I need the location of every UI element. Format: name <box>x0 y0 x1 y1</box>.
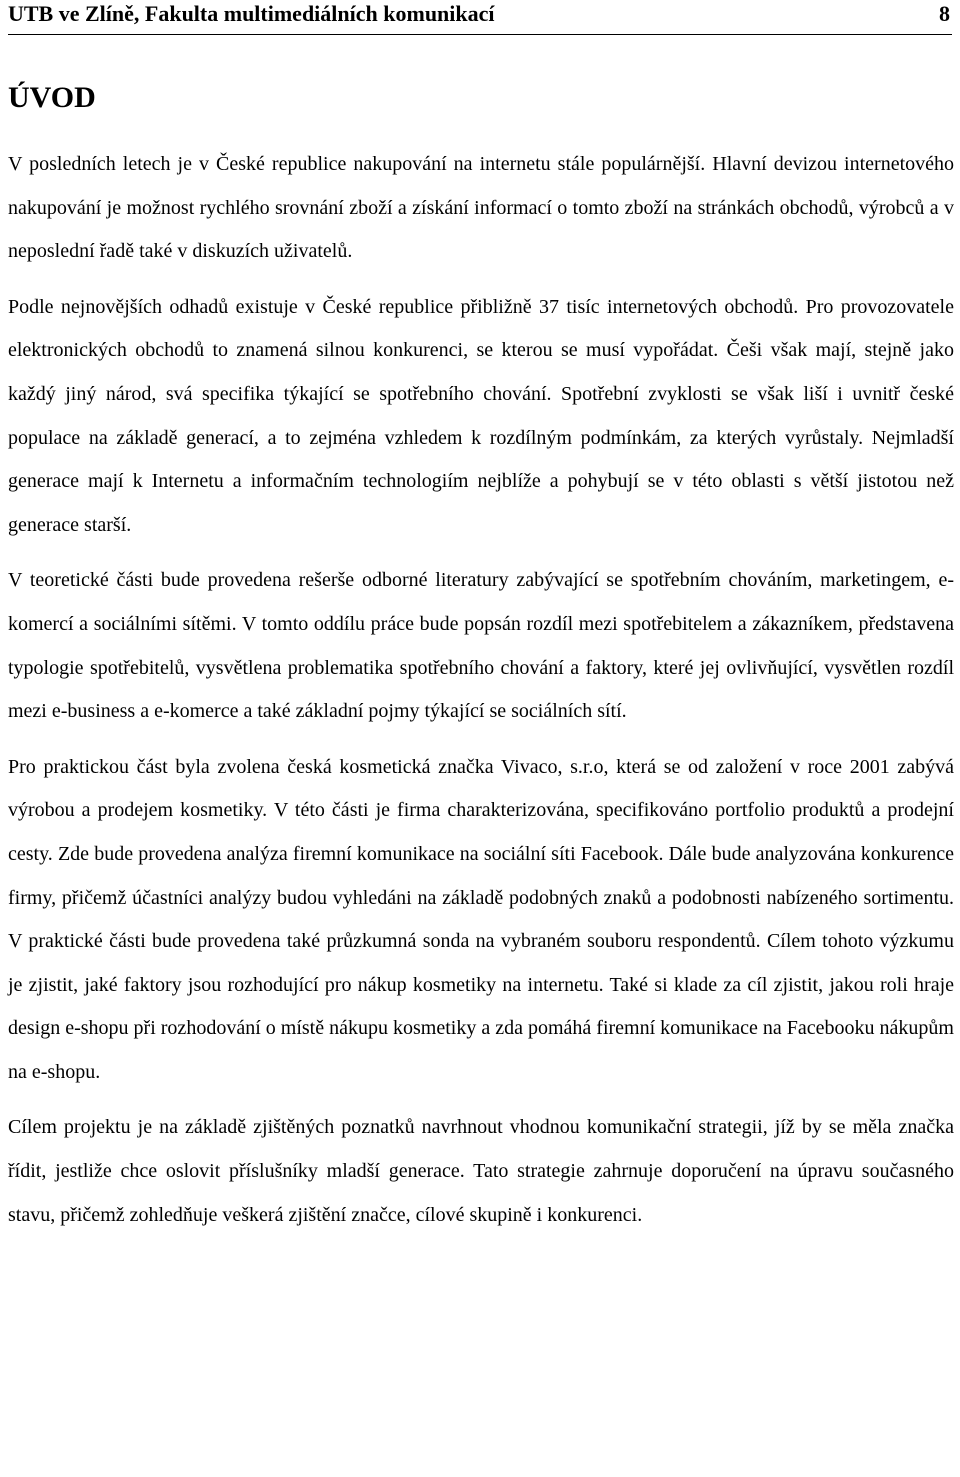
paragraph-5: Cílem projektu je na základě zjištěných poznatků navrhnout vhodnou komunikační strategii, jíž by se měla značka řídit, jestliže chce oslovit příslušníky mladší generace. Tato strategie zahrnuje doporučení na úpravu současného stavu, přičemž zohledňuje veškerá zjištění značce, cílové skupině i konkurenci. <box>8 1116 954 1226</box>
paragraph-3: V teoretické části bude provedena rešerše odborné literatury zabývající se spotřebním chováním, marketingem, e-komercí a sociálními sítěmi. V tomto oddílu práce bude popsán rozdíl mezi spotřebitelem a zákazníkem, představena typologie spotřebitelů, vysvětlena problematika spotřebního chování a faktory, které jej ovlivňující, vysvětlen rozdíl mezi e-business a e-komerce a také základní pojmy týkající se sociálních sítí. <box>8 569 954 723</box>
paragraph-1: V posledních letech je v České republice nakupování na internetu stále populárnější. Hlavní devizou internetového nakupování je možnost rychlého srovnání zboží a získání informací o tomto zboží na stránkách obchodů, výrobců a v neposlední řadě také v diskuzích uživatelů. <box>8 153 954 263</box>
chapter-title: ÚVOD <box>8 81 96 114</box>
running-header <box>8 0 952 35</box>
paragraph-2: Podle nejnovějších odhadů existuje v České republice přibližně 37 tisíc internetových obchodů. Pro provozovatele elektronických obchodů to znamená silnou konkurenci, se kterou se musí vypořádat. Češi však mají, stejně jako každý jiný národ, svá specifika týkající se spotřebního chování. Spotřební zvyklosti se však liší i uvnitř české populace na základě generací, a to zejména vzhledem k rozdílným podmínkám, za kterých vyrůstaly. Nejmladší generace mají k Internetu a informačním technologiím nejblíže a pohybují se v této oblasti s větší jistotou než generace starší. <box>8 295 954 536</box>
paragraph-4: Pro praktickou část byla zvolena česká kosmetická značka Vivaco, s.r.o, která se od založení v roce 2001 zabývá výrobou a prodejem kosmetiky. V této části je firma charakterizována, specifikováno portfolio produktů a prodejní cesty. Zde bude provedena analýza firemní komunikace na sociální síti Facebook. Dále bude analyzována konkurence firmy, přičemž účastníci analýzy budou vyhledáni na základě podobných znaků a podobnosti nabízeného sortimentu. V praktické části bude provedena také průzkumná sonda na vybraném souboru respondentů. Cílem tohoto výzkumu je zjistit, jaké faktory jsou rozhodující pro nákup kosmetiky na internetu. Také si klade za cíl zjistit, jakou roli hraje design e-shopu při rozhodování o místě nákupu kosmetiky a zda pomáhá firemní komunikace na Facebooku nákupům na e-shopu. <box>8 755 954 1083</box>
page-number: 8 <box>939 1 950 26</box>
header-title: UTB ve Zlíně, Fakulta multimediálních komunikací <box>8 1 495 26</box>
body-text <box>8 143 954 1249</box>
